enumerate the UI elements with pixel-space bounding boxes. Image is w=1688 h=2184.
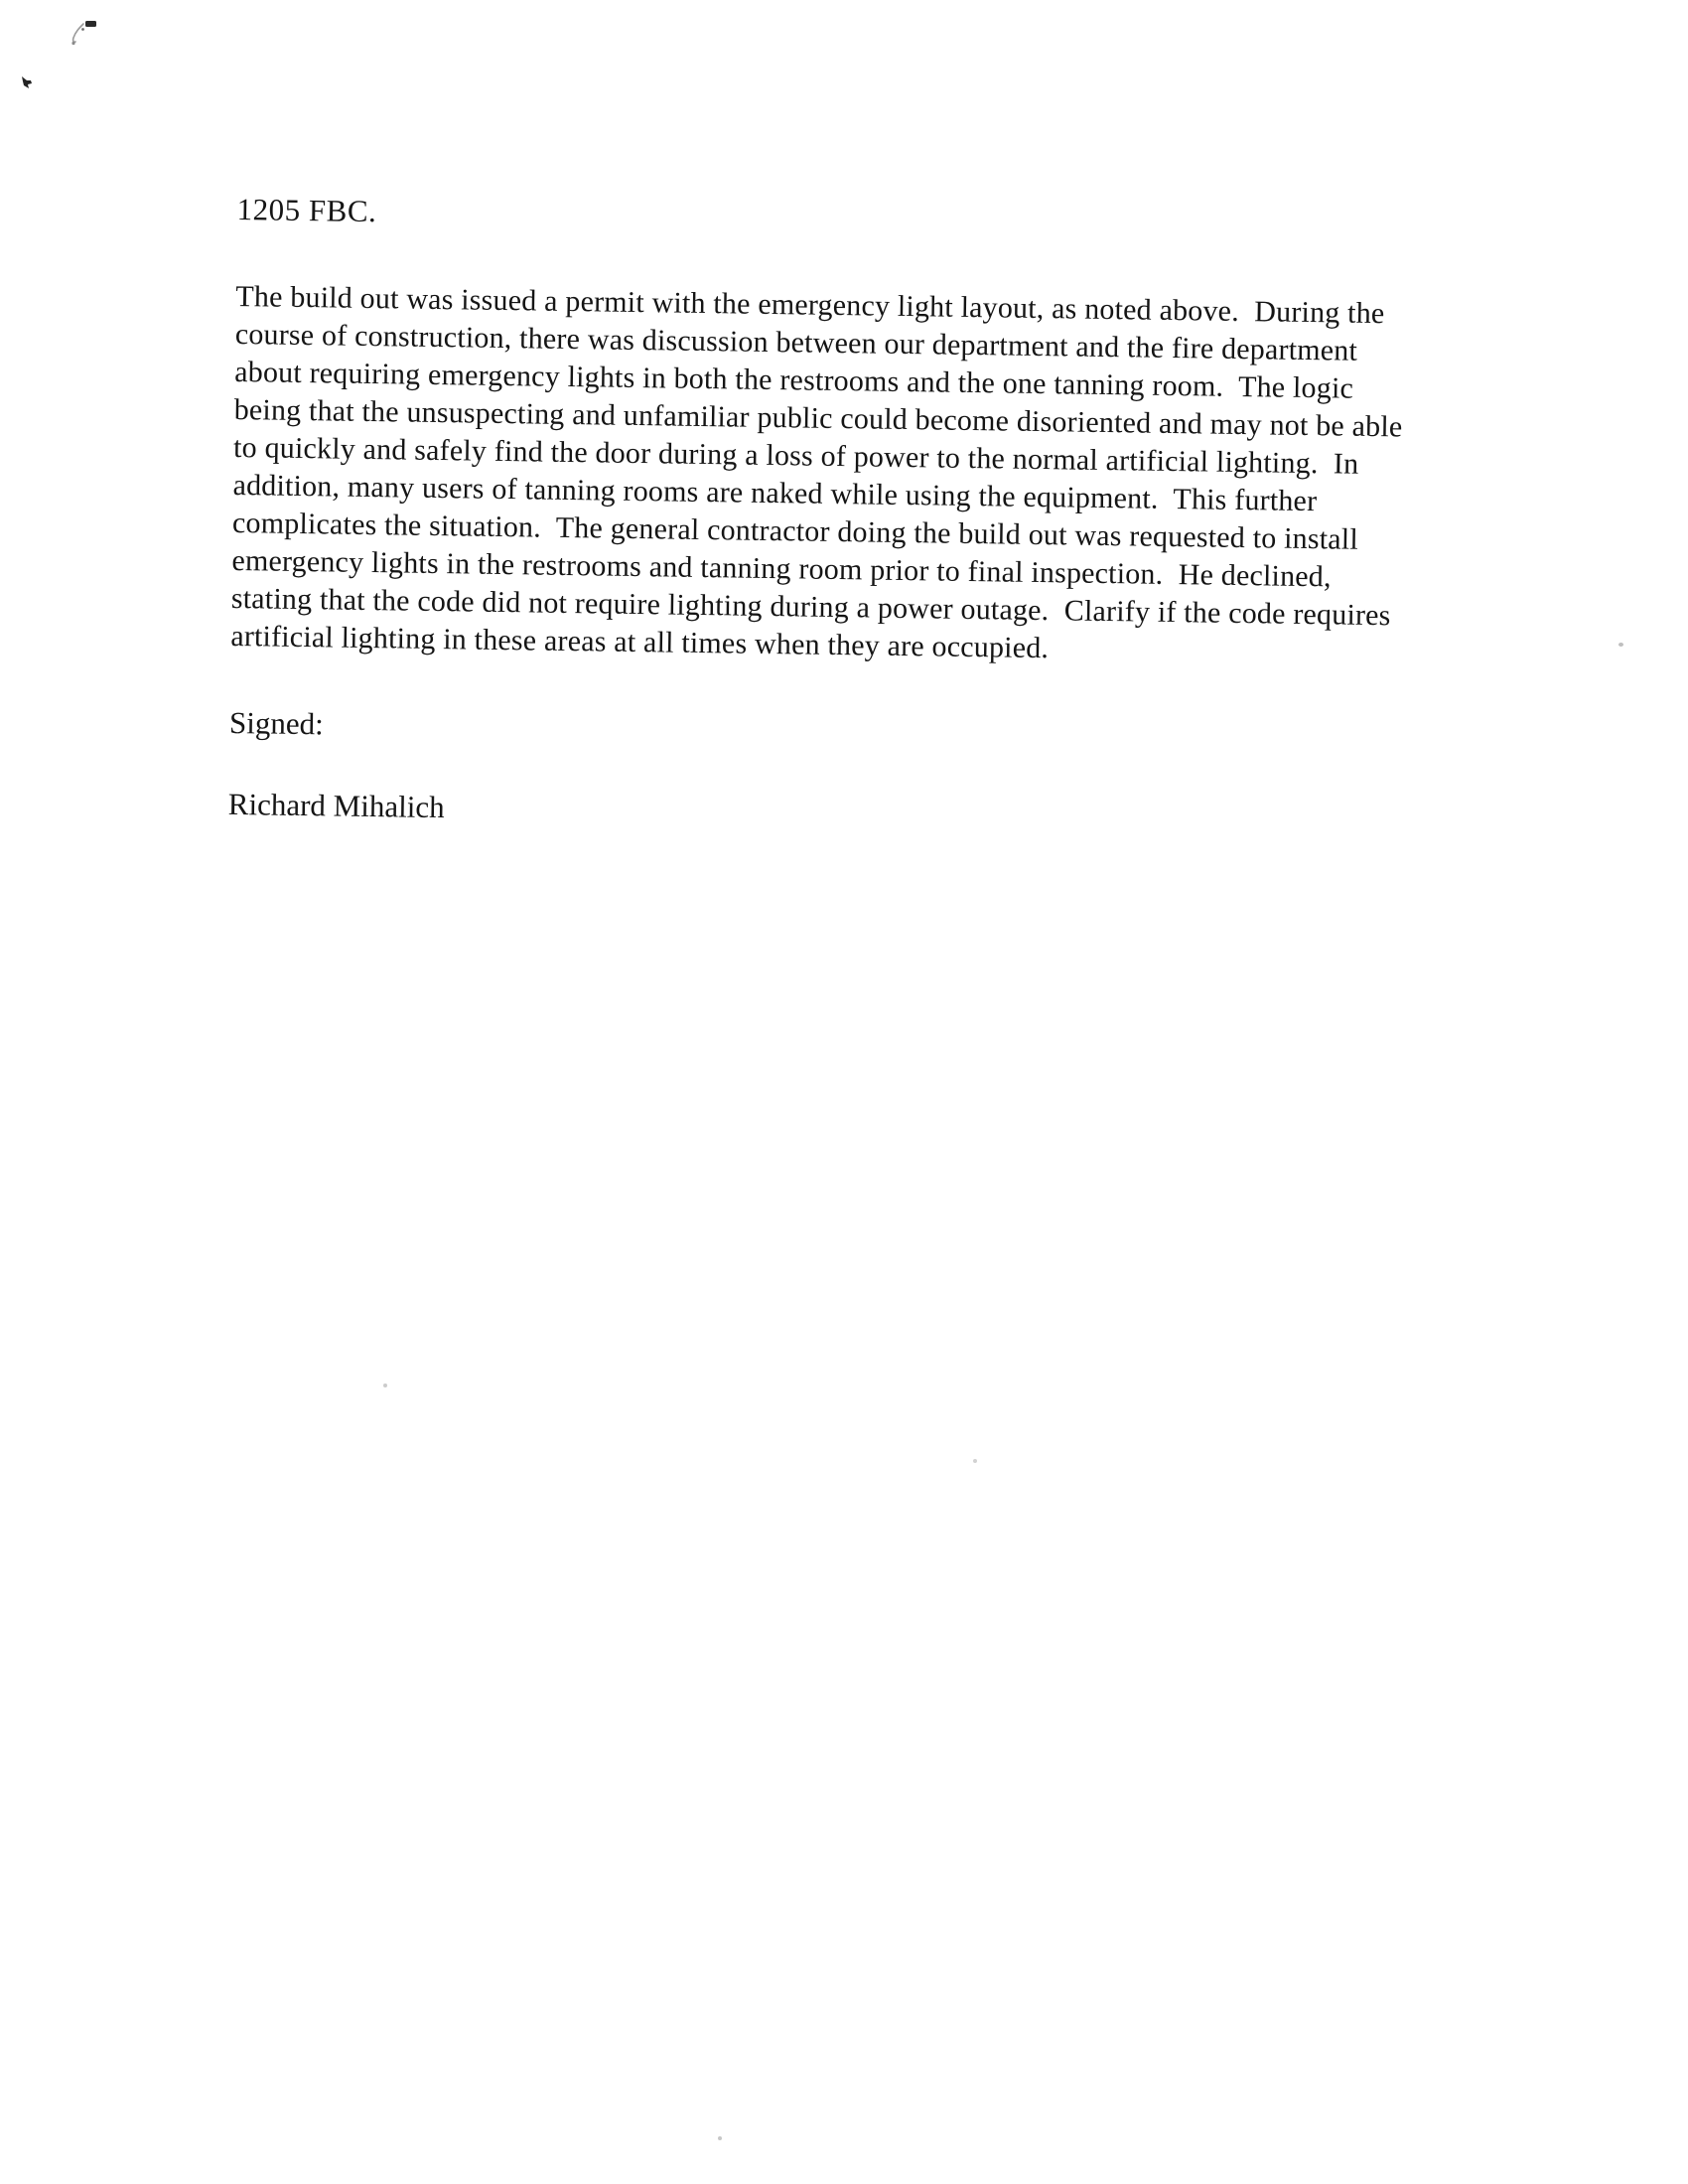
paragraph-line: to quickly and safely find the door during a loss of power to the normal artificial lighting. In	[232, 430, 1359, 481]
body-paragraph	[230, 278, 1566, 675]
letter-content	[228, 190, 1568, 844]
signed-label: Signed:	[228, 704, 325, 742]
document-reference: 1205 FBC.	[236, 191, 377, 229]
scan-speck	[973, 1459, 977, 1463]
paragraph-line: about requiring emergency lights in both the restrooms and the one tanning room. The logic	[234, 355, 1354, 405]
paragraph-line: emergency lights in the restrooms and tanning room prior to final inspection. He declined,	[231, 543, 1332, 594]
scan-speck	[1618, 643, 1623, 647]
paragraph-line: The build out was issued a permit with the emergency light layout, as noted above. During the	[235, 279, 1385, 331]
paragraph-line: addition, many users of tanning rooms are naked while using the equipment. This further	[232, 468, 1318, 518]
paragraph-line: stating that the code did not require lighting during a power outage. Clarify if the code requires	[230, 581, 1391, 633]
signature-name: Richard Mihalich	[227, 786, 445, 825]
paragraph-line: artificial lighting in these areas at all times when they are occupied.	[230, 619, 1050, 665]
scan-speck	[383, 1383, 387, 1387]
paragraph-line: complicates the situation. The general contractor doing the build out was requested to install	[231, 506, 1359, 556]
scan-speck	[718, 2136, 722, 2140]
paragraph-line: course of construction, there was discussion between our department and the fire department	[234, 317, 1358, 367]
paragraph-line: being that the unsuspecting and unfamiliar public could become disoriented and may not be able	[233, 392, 1403, 444]
scan-artifact-squiggle-mark	[62, 12, 105, 56]
scan-artifact-ink-blob	[18, 73, 38, 93]
